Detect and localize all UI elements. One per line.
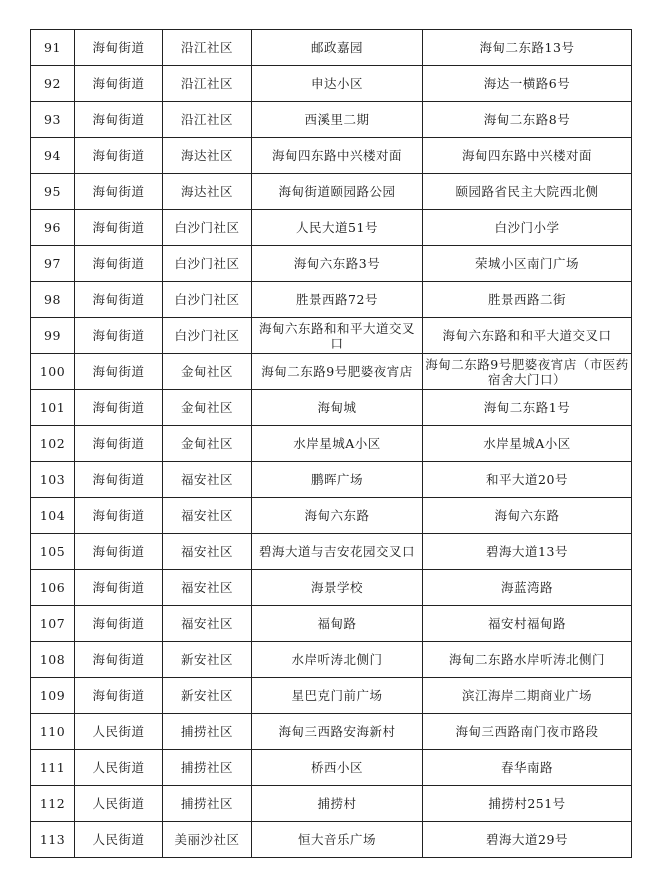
community-name-cell: 金甸社区 — [163, 390, 252, 426]
site-name-cell: 海景学校 — [252, 570, 423, 606]
street-name-cell: 人民街道 — [75, 750, 163, 786]
table-row — [31, 138, 632, 174]
community-name-cell: 福安社区 — [163, 462, 252, 498]
site-location-cell: 捕捞村251号 — [423, 786, 632, 822]
row-number-cell: 92 — [31, 66, 75, 102]
site-location-cell: 颐园路省民主大院西北侧 — [423, 174, 632, 210]
community-name-cell: 海达社区 — [163, 138, 252, 174]
community-name-cell: 捕捞社区 — [163, 786, 252, 822]
table-row — [31, 570, 632, 606]
street-name-cell: 海甸街道 — [75, 30, 163, 66]
site-location-cell: 海甸六东路 — [423, 498, 632, 534]
site-name-cell: 海甸二东路9号肥婆夜宵店 — [252, 354, 423, 390]
site-location-cell: 白沙门小学 — [423, 210, 632, 246]
community-name-cell: 新安社区 — [163, 678, 252, 714]
community-name-cell: 福安社区 — [163, 498, 252, 534]
street-name-cell: 海甸街道 — [75, 174, 163, 210]
table-row — [31, 786, 632, 822]
table-row — [31, 390, 632, 426]
site-location-cell: 海甸二东路9号肥婆夜宵店（市医药宿舍大门口） — [423, 354, 632, 390]
table-row — [31, 282, 632, 318]
street-name-cell: 海甸街道 — [75, 102, 163, 138]
site-name-cell: 星巴克门前广场 — [252, 678, 423, 714]
table-row — [31, 318, 632, 354]
site-name-cell: 桥西小区 — [252, 750, 423, 786]
site-location-cell: 海甸三西路南门夜市路段 — [423, 714, 632, 750]
site-name-cell: 水岸星城A小区 — [252, 426, 423, 462]
site-location-cell: 海达一横路6号 — [423, 66, 632, 102]
row-number-cell: 98 — [31, 282, 75, 318]
site-location-cell: 海甸二东路1号 — [423, 390, 632, 426]
community-name-cell: 沿江社区 — [163, 66, 252, 102]
table-row — [31, 102, 632, 138]
community-name-cell: 白沙门社区 — [163, 210, 252, 246]
street-name-cell: 海甸街道 — [75, 390, 163, 426]
site-name-cell: 海甸六东路3号 — [252, 246, 423, 282]
table-row — [31, 426, 632, 462]
site-location-cell: 碧海大道29号 — [423, 822, 632, 858]
community-name-cell: 白沙门社区 — [163, 282, 252, 318]
street-name-cell: 人民街道 — [75, 786, 163, 822]
community-name-cell: 新安社区 — [163, 642, 252, 678]
site-name-cell: 鹏晖广场 — [252, 462, 423, 498]
row-number-cell: 111 — [31, 750, 75, 786]
table-row — [31, 354, 632, 390]
community-name-cell: 福安社区 — [163, 606, 252, 642]
site-name-cell: 海甸三西路安海新村 — [252, 714, 423, 750]
table-row — [31, 606, 632, 642]
site-location-cell: 海甸六东路和和平大道交叉口 — [423, 318, 632, 354]
community-name-cell: 沿江社区 — [163, 102, 252, 138]
row-number-cell: 105 — [31, 534, 75, 570]
table-row — [31, 462, 632, 498]
site-table-body — [31, 30, 632, 858]
site-location-cell: 海甸二东路水岸听涛北侧门 — [423, 642, 632, 678]
site-name-cell: 恒大音乐广场 — [252, 822, 423, 858]
table-row — [31, 246, 632, 282]
site-location-cell: 海甸二东路8号 — [423, 102, 632, 138]
row-number-cell: 108 — [31, 642, 75, 678]
site-name-cell: 海甸城 — [252, 390, 423, 426]
community-name-cell: 金甸社区 — [163, 354, 252, 390]
table-row — [31, 534, 632, 570]
street-name-cell: 海甸街道 — [75, 498, 163, 534]
row-number-cell: 107 — [31, 606, 75, 642]
site-name-cell: 福甸路 — [252, 606, 423, 642]
site-table — [30, 29, 632, 858]
site-location-cell: 胜景西路二街 — [423, 282, 632, 318]
row-number-cell: 96 — [31, 210, 75, 246]
table-row — [31, 66, 632, 102]
site-location-cell: 碧海大道13号 — [423, 534, 632, 570]
community-name-cell: 沿江社区 — [163, 30, 252, 66]
site-name-cell: 海甸街道颐园路公园 — [252, 174, 423, 210]
row-number-cell: 104 — [31, 498, 75, 534]
row-number-cell: 106 — [31, 570, 75, 606]
table-row — [31, 30, 632, 66]
street-name-cell: 海甸街道 — [75, 606, 163, 642]
site-location-cell: 春华南路 — [423, 750, 632, 786]
site-location-cell: 海甸四东路中兴楼对面 — [423, 138, 632, 174]
row-number-cell: 97 — [31, 246, 75, 282]
street-name-cell: 海甸街道 — [75, 210, 163, 246]
street-name-cell: 海甸街道 — [75, 426, 163, 462]
community-name-cell: 福安社区 — [163, 570, 252, 606]
table-row — [31, 714, 632, 750]
row-number-cell: 109 — [31, 678, 75, 714]
site-name-cell: 水岸听涛北侧门 — [252, 642, 423, 678]
site-location-cell: 和平大道20号 — [423, 462, 632, 498]
row-number-cell: 102 — [31, 426, 75, 462]
row-number-cell: 91 — [31, 30, 75, 66]
street-name-cell: 人民街道 — [75, 714, 163, 750]
street-name-cell: 海甸街道 — [75, 318, 163, 354]
row-number-cell: 93 — [31, 102, 75, 138]
site-name-cell: 碧海大道与吉安花园交叉口 — [252, 534, 423, 570]
site-name-cell: 海甸四东路中兴楼对面 — [252, 138, 423, 174]
site-name-cell: 捕捞村 — [252, 786, 423, 822]
site-location-cell: 海蓝湾路 — [423, 570, 632, 606]
street-name-cell: 海甸街道 — [75, 66, 163, 102]
community-name-cell: 海达社区 — [163, 174, 252, 210]
table-row — [31, 642, 632, 678]
street-name-cell: 海甸街道 — [75, 642, 163, 678]
row-number-cell: 100 — [31, 354, 75, 390]
table-row — [31, 822, 632, 858]
site-location-cell: 福安村福甸路 — [423, 606, 632, 642]
site-name-cell: 申达小区 — [252, 66, 423, 102]
site-location-cell: 水岸星城A小区 — [423, 426, 632, 462]
community-name-cell: 白沙门社区 — [163, 318, 252, 354]
row-number-cell: 99 — [31, 318, 75, 354]
site-name-cell: 西溪里二期 — [252, 102, 423, 138]
row-number-cell: 110 — [31, 714, 75, 750]
street-name-cell: 海甸街道 — [75, 138, 163, 174]
community-name-cell: 美丽沙社区 — [163, 822, 252, 858]
community-name-cell: 金甸社区 — [163, 426, 252, 462]
table-row — [31, 678, 632, 714]
street-name-cell: 人民街道 — [75, 822, 163, 858]
row-number-cell: 112 — [31, 786, 75, 822]
site-location-cell: 海甸二东路13号 — [423, 30, 632, 66]
street-name-cell: 海甸街道 — [75, 354, 163, 390]
street-name-cell: 海甸街道 — [75, 570, 163, 606]
row-number-cell: 101 — [31, 390, 75, 426]
community-name-cell: 白沙门社区 — [163, 246, 252, 282]
table-row — [31, 498, 632, 534]
site-name-cell: 胜景西路72号 — [252, 282, 423, 318]
table-row — [31, 750, 632, 786]
row-number-cell: 103 — [31, 462, 75, 498]
row-number-cell: 94 — [31, 138, 75, 174]
table-row — [31, 210, 632, 246]
site-name-cell: 人民大道51号 — [252, 210, 423, 246]
site-location-cell: 荣城小区南门广场 — [423, 246, 632, 282]
site-name-cell: 邮政嘉园 — [252, 30, 423, 66]
site-name-cell: 海甸六东路 — [252, 498, 423, 534]
community-name-cell: 福安社区 — [163, 534, 252, 570]
row-number-cell: 113 — [31, 822, 75, 858]
street-name-cell: 海甸街道 — [75, 678, 163, 714]
street-name-cell: 海甸街道 — [75, 534, 163, 570]
street-name-cell: 海甸街道 — [75, 462, 163, 498]
community-name-cell: 捕捞社区 — [163, 750, 252, 786]
site-location-cell: 滨江海岸二期商业广场 — [423, 678, 632, 714]
street-name-cell: 海甸街道 — [75, 246, 163, 282]
site-name-cell: 海甸六东路和和平大道交叉口 — [252, 318, 423, 354]
street-name-cell: 海甸街道 — [75, 282, 163, 318]
row-number-cell: 95 — [31, 174, 75, 210]
community-name-cell: 捕捞社区 — [163, 714, 252, 750]
table-row — [31, 174, 632, 210]
